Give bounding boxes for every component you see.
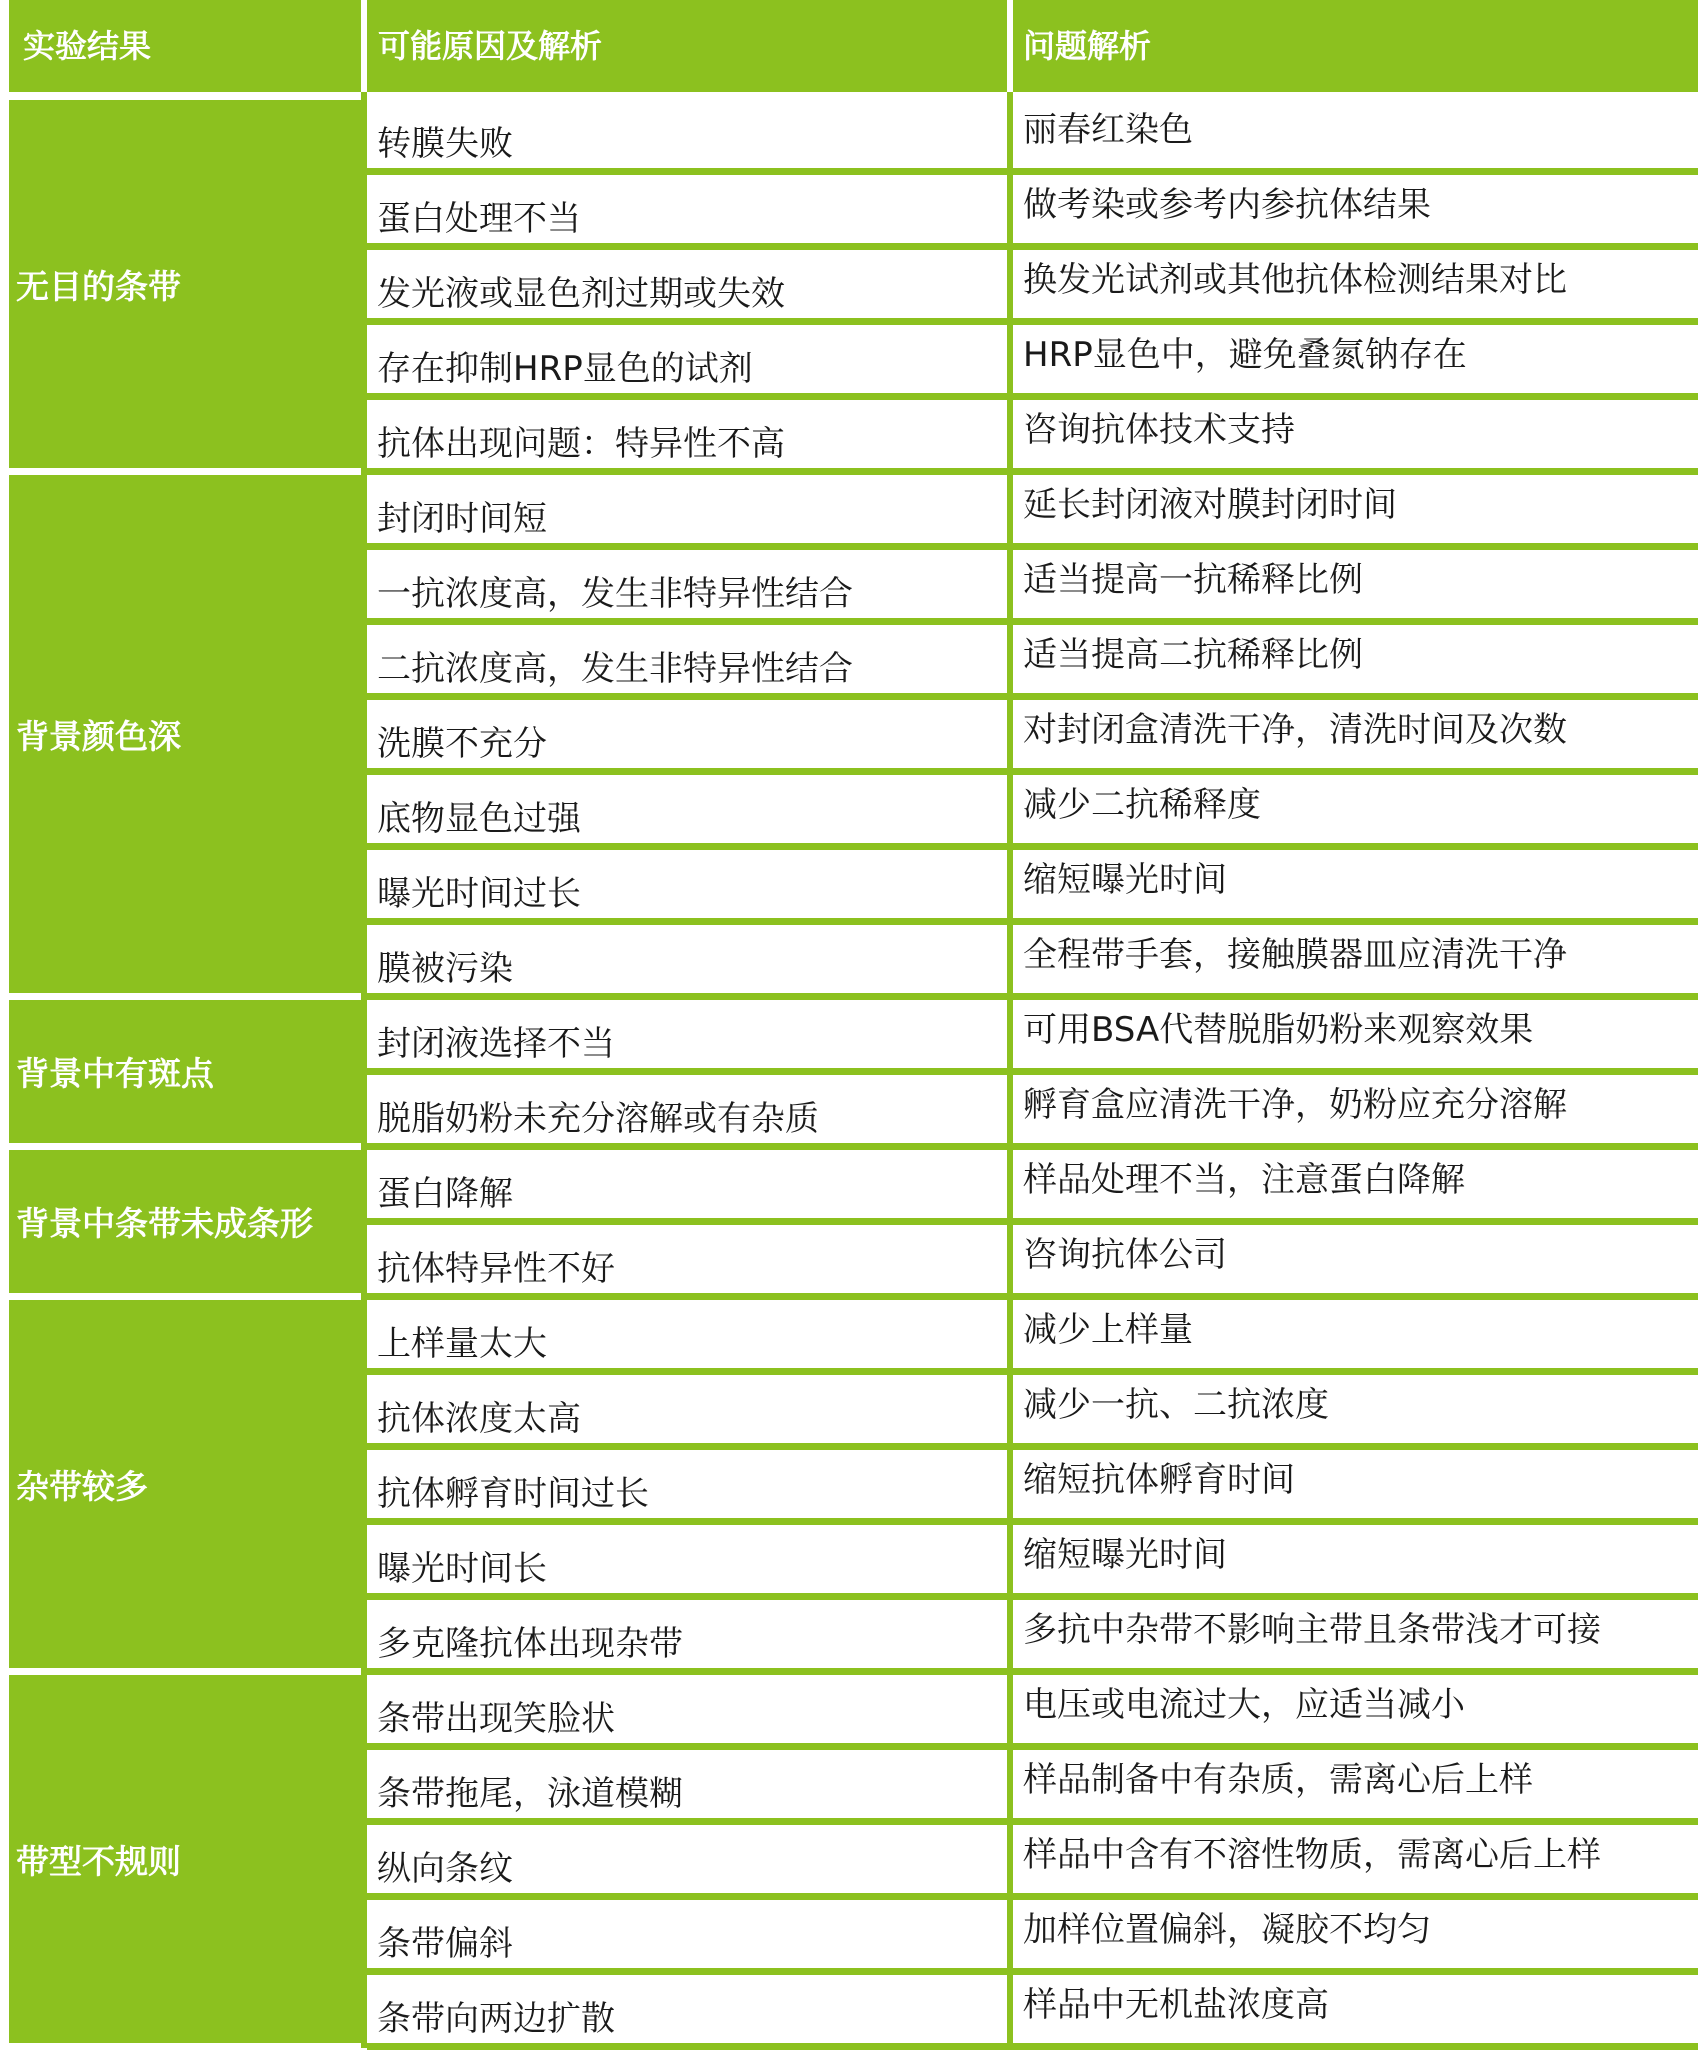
group-label: 带型不规则 [9, 1675, 361, 2043]
row-divider [367, 1293, 1698, 1300]
solution-cell: 缩短抗体孵育时间 [1013, 1450, 1691, 1518]
solution-cell: 丽春红染色 [1013, 100, 1691, 168]
group-divider [9, 1143, 361, 1150]
cause-cell: 转膜失败 [367, 100, 1007, 168]
row-divider [367, 1668, 1698, 1675]
solution-cell: 适当提高一抗稀释比例 [1013, 550, 1691, 618]
row-divider [367, 1068, 1698, 1075]
cause-cell: 抗体浓度太高 [367, 1375, 1007, 1443]
row-divider [367, 993, 1698, 1000]
header-cause: 可能原因及解析 [367, 0, 1007, 92]
row-divider [367, 618, 1698, 625]
row-divider [367, 843, 1698, 850]
cause-cell: 一抗浓度高，发生非特异性结合 [367, 550, 1007, 618]
solution-cell: 缩短曝光时间 [1013, 850, 1691, 918]
row-divider [367, 543, 1698, 550]
header-solution: 问题解析 [1013, 0, 1698, 92]
header-result: 实验结果 [9, 0, 361, 92]
group-divider [9, 993, 361, 1000]
solution-cell: 减少上样量 [1013, 1300, 1691, 1368]
cause-cell: 封闭液选择不当 [367, 1000, 1007, 1068]
cause-cell: 条带拖尾，泳道模糊 [367, 1750, 1007, 1818]
row-divider [367, 1143, 1698, 1150]
group-label: 背景颜色深 [9, 475, 361, 993]
cause-cell: 条带偏斜 [367, 1900, 1007, 1968]
cause-cell: 纵向条纹 [367, 1825, 1007, 1893]
group-label: 背景中条带未成条形 [9, 1150, 361, 1293]
solution-cell: 缩短曝光时间 [1013, 1525, 1691, 1593]
row-divider [367, 1593, 1698, 1600]
cause-cell: 发光液或显色剂过期或失效 [367, 250, 1007, 318]
solution-cell: 可用BSA代替脱脂奶粉来观察效果 [1013, 1000, 1691, 1068]
solution-cell: 减少一抗、二抗浓度 [1013, 1375, 1691, 1443]
group-divider [9, 1293, 361, 1300]
solution-cell: 咨询抗体技术支持 [1013, 400, 1691, 468]
cause-cell: 抗体出现问题：特异性不高 [367, 400, 1007, 468]
row-divider [367, 393, 1698, 400]
row-divider [367, 768, 1698, 775]
cause-cell: 条带向两边扩散 [367, 1975, 1007, 2043]
cause-cell: 抗体特异性不好 [367, 1225, 1007, 1293]
solution-cell: 孵育盒应清洗干净，奶粉应充分溶解 [1013, 1075, 1691, 1143]
solution-cell: 样品制备中有杂质，需离心后上样 [1013, 1750, 1691, 1818]
solution-cell: 电压或电流过大，应适当减小 [1013, 1675, 1691, 1743]
row-divider [367, 1743, 1698, 1750]
cause-cell: 存在抑制HRP显色的试剂 [367, 325, 1007, 393]
solution-cell: HRP显色中，避免叠氮钠存在 [1013, 325, 1691, 393]
group-divider [9, 1668, 361, 1675]
cause-cell: 洗膜不充分 [367, 700, 1007, 768]
row-divider [367, 243, 1698, 250]
solution-cell: 减少二抗稀释度 [1013, 775, 1691, 843]
solution-cell: 加样位置偏斜，凝胶不均匀 [1013, 1900, 1691, 1968]
row-divider [367, 1443, 1698, 1450]
cause-cell: 封闭时间短 [367, 475, 1007, 543]
row-divider [367, 1818, 1698, 1825]
solution-cell: 对封闭盒清洗干净，清洗时间及次数 [1013, 700, 1691, 768]
group-label: 无目的条带 [9, 100, 361, 468]
row-divider [367, 318, 1698, 325]
row-divider [367, 918, 1698, 925]
solution-cell: 全程带手套，接触膜器皿应清洗干净 [1013, 925, 1691, 993]
row-divider [367, 168, 1698, 175]
cause-cell: 曝光时间长 [367, 1525, 1007, 1593]
solution-cell: 延长封闭液对膜封闭时间 [1013, 475, 1691, 543]
solution-cell: 做考染或参考内参抗体结果 [1013, 175, 1691, 243]
cause-cell: 条带出现笑脸状 [367, 1675, 1007, 1743]
solution-cell: 样品中无机盐浓度高 [1013, 1975, 1691, 2043]
cause-cell: 上样量太大 [367, 1300, 1007, 1368]
group-label: 杂带较多 [9, 1300, 361, 1668]
row-divider [367, 1968, 1698, 1975]
cause-cell: 二抗浓度高，发生非特异性结合 [367, 625, 1007, 693]
cause-cell: 蛋白处理不当 [367, 175, 1007, 243]
cause-cell: 脱脂奶粉未充分溶解或有杂质 [367, 1075, 1007, 1143]
row-divider [367, 1218, 1698, 1225]
cause-cell: 抗体孵育时间过长 [367, 1450, 1007, 1518]
group-label: 背景中有斑点 [9, 1000, 361, 1143]
cause-cell: 曝光时间过长 [367, 850, 1007, 918]
group-divider [9, 468, 361, 475]
row-divider [367, 693, 1698, 700]
cause-cell: 膜被污染 [367, 925, 1007, 993]
solution-cell: 样品处理不当，注意蛋白降解 [1013, 1150, 1691, 1218]
solution-cell: 样品中含有不溶性物质，需离心后上样 [1013, 1825, 1691, 1893]
cause-cell: 蛋白降解 [367, 1150, 1007, 1218]
solution-cell: 适当提高二抗稀释比例 [1013, 625, 1691, 693]
row-divider [367, 1518, 1698, 1525]
solution-cell: 多抗中杂带不影响主带且条带浅才可接 [1013, 1600, 1691, 1668]
row-divider [367, 1368, 1698, 1375]
solution-cell: 换发光试剂或其他抗体检测结果对比 [1013, 250, 1691, 318]
row-divider [367, 2043, 1698, 2050]
group-divider [9, 2043, 361, 2050]
cause-cell: 多克隆抗体出现杂带 [367, 1600, 1007, 1668]
row-divider [367, 468, 1698, 475]
solution-cell: 咨询抗体公司 [1013, 1225, 1691, 1293]
cause-cell: 底物显色过强 [367, 775, 1007, 843]
row-divider [367, 1893, 1698, 1900]
